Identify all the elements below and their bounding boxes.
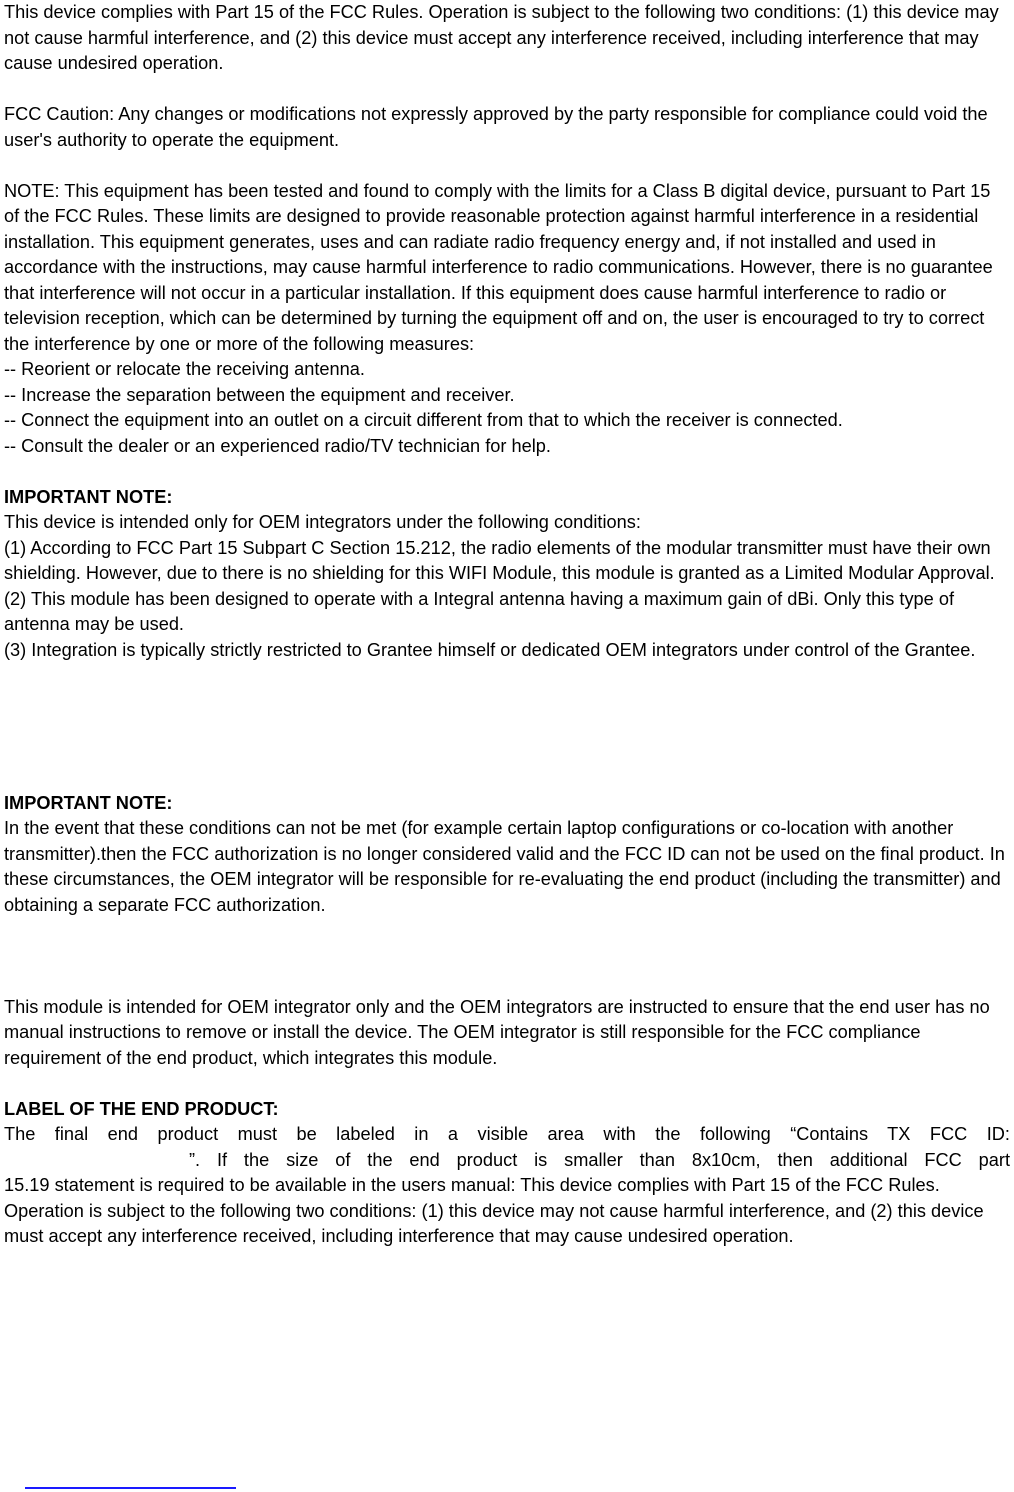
- label-section-heading: LABEL OF THE END PRODUCT:: [4, 1098, 279, 1119]
- condition-item: (1) According to FCC Part 15 Subpart C Section 15.212, the radio elements of the modular transmitter must have their own shielding. However, due to there is no shielding for this WIFI Module, this module is granted as a Limited Modular Approval.: [4, 537, 995, 583]
- oem-integrator-paragraph: This module is intended for OEM integrator only and the OEM integrators are instructed to ensure that the end user has no manual instructions to remove or install the device. The OEM integrator is still responsible for the FCC compliance requirement of the end product, which integrates this module.: [4, 996, 990, 1068]
- condition-item: (2) This module has been designed to operate with a Integral antenna having a maximum gain of dBi. Only this type of antenna may be used.: [4, 588, 955, 634]
- fcc-compliance-statement: This device complies with Part 15 of the FCC Rules. Operation is subject to the following two conditions: (1) this device may not cause harmful interference, and (2) this device must accept any interference received, including interference that may cause undesired operation.: [4, 2, 999, 73]
- measure-item: -- Consult the dealer or an experienced radio/TV technician for help.: [4, 435, 551, 456]
- measure-item: -- Reorient or relocate the receiving antenna.: [4, 359, 365, 379]
- spacer: [4, 77, 1010, 103]
- important-note-heading: IMPORTANT NOTE:: [4, 486, 173, 507]
- fcc-authorization-paragraph: In the event that these conditions can not be met (for example certain laptop configurations or co-location with another transmitter).then the FCC authorization is no longer considered valid and the FCC ID can not be used on the final product. In these circumstances, the OEM integrator will be responsible for re-evaluating the end product (including the transmitter) and obtaining a separate FCC authorization.: [4, 818, 1005, 915]
- footer-link-underline: [25, 1487, 236, 1489]
- measure-item: -- Increase the separation between the equipment and receiver.: [4, 384, 515, 405]
- important-note-heading: IMPORTANT NOTE:: [4, 792, 173, 813]
- label-text-line: The final end product must be labeled in a visible area with the following “Contains TX FCC ID:: [4, 1124, 1010, 1144]
- spacer: [4, 459, 1010, 485]
- condition-item: (3) Integration is typically strictly restricted to Grantee himself or dedicated OEM integrators under control of the Grantee.: [4, 639, 976, 660]
- measure-item: -- Connect the equipment into an outlet on a circuit different from that to which the receiver is connected.: [4, 410, 843, 430]
- class-b-note-paragraph: NOTE: This equipment has been tested and found to comply with the limits for a Class B digital device, pursuant to Part 15 of the FCC Rules. These limits are designed to provide reasonable protection against harmful interference in a residential installation. This equipment generates, uses and can radiate radio frequency energy and, if not installed and used in accordance with the instructions, may cause harmful interference to radio communications. However, there is no guarantee that interference will not occur in a particular installation. If this equipment does cause harmful interference to radio or television reception, which can be determined by turning the equipment off and on, the user is encouraged to try to correct the interference by one or more of the following measures:: [4, 180, 993, 354]
- label-requirement-paragraph: 15.19 statement is required to be available in the users manual: This device complies with Part 15 of the FCC Rules. Operation is subject to the following two conditions: (1) this device may not cause harmful interference, and (2) this device must accept any interference received, including interference that may cause undesired operation.: [4, 1175, 984, 1246]
- fcc-caution-paragraph: FCC Caution: Any changes or modifications not expressly approved by the party responsible for compliance could void the user's authority to operate the equipment.: [4, 104, 988, 150]
- label-text-line: ”. If the size of the end product is smaller than 8x10cm, then additional FCC part: [189, 1149, 1010, 1170]
- spacer: [4, 663, 1010, 791]
- spacer: [4, 918, 1010, 995]
- spacer: [4, 1071, 1010, 1097]
- oem-conditions-intro: This device is intended only for OEM integrators under the following conditions:: [4, 512, 641, 532]
- document-page: [4, 0, 1010, 1250]
- spacer: [4, 153, 1010, 179]
